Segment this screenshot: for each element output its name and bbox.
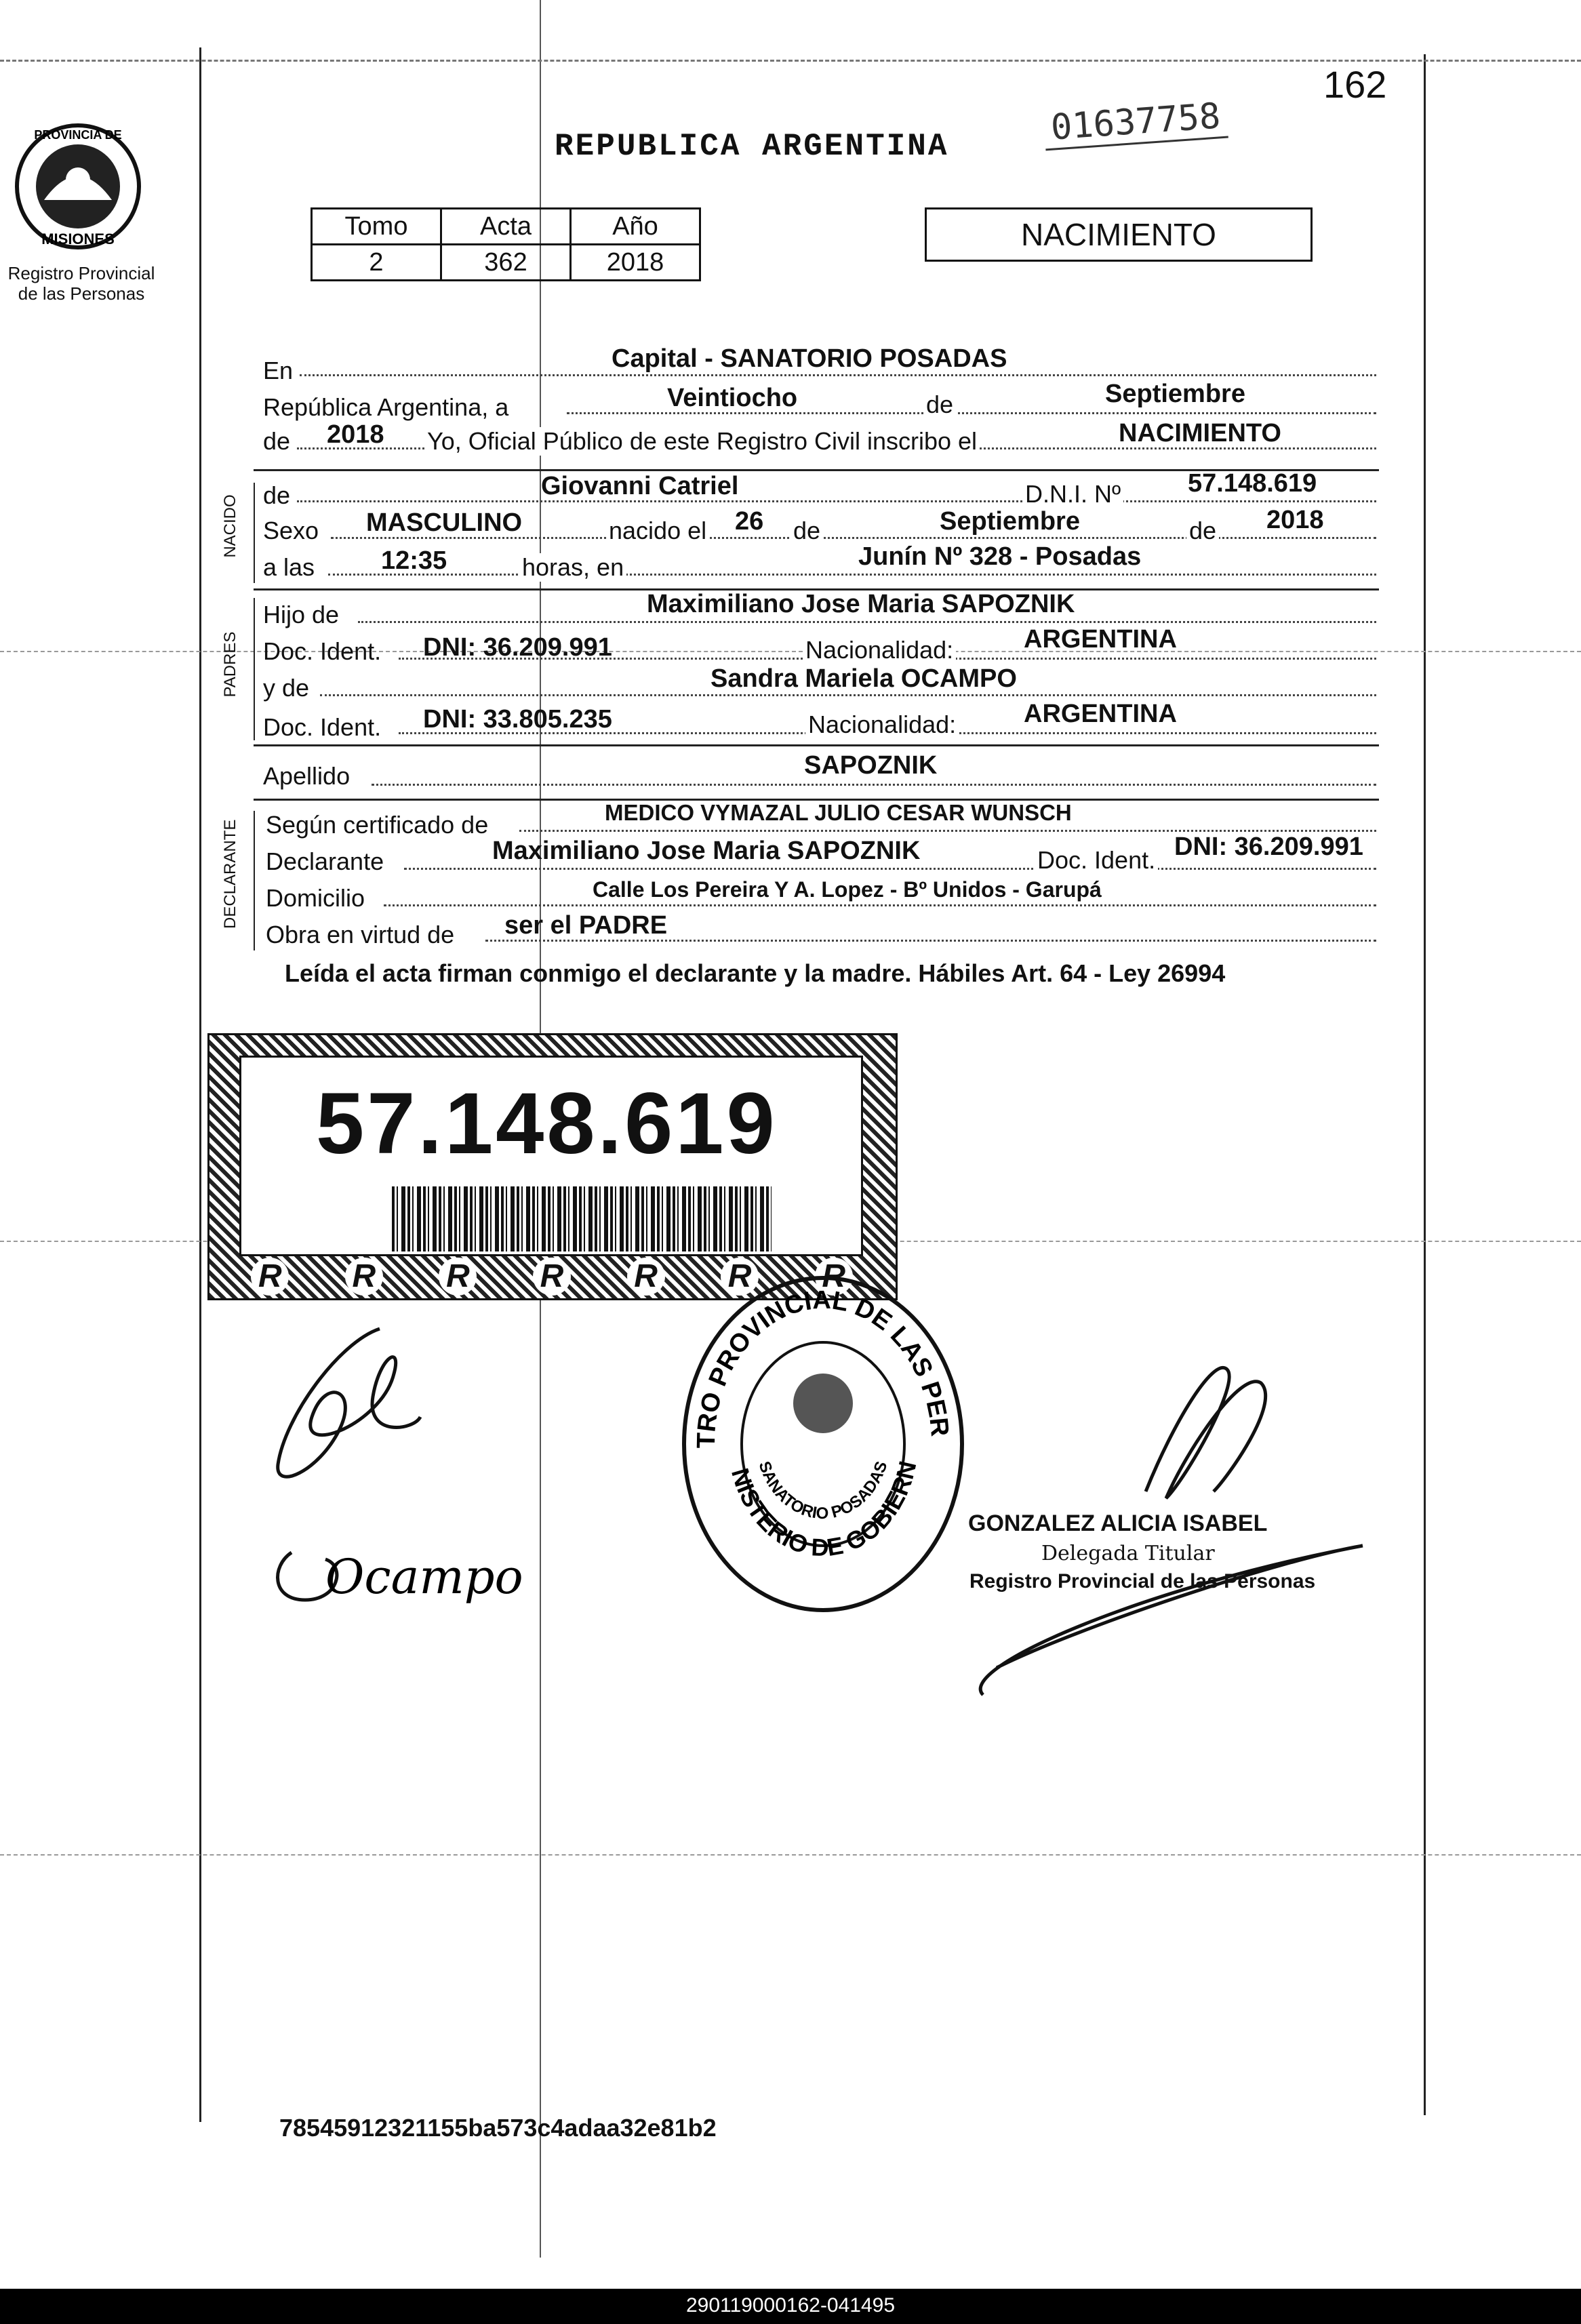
side-label-declarante: DECLARANTE [221, 819, 239, 929]
label-de3: de [1186, 517, 1219, 545]
line-apellido [372, 784, 1376, 786]
line-padre [358, 621, 1376, 623]
sticker-tile-r: R [439, 1258, 477, 1296]
top-dashes [0, 60, 1581, 62]
sticker-tile-r: R [251, 1258, 289, 1296]
agency-label: Registro Provincial de las Personas [7, 263, 155, 304]
label-republica: República Argentina, a [263, 393, 509, 421]
province-logo [7, 112, 149, 261]
official-agency: Registro Provincial de las Personas [969, 1570, 1316, 1592]
svg-text:SANATORIO POSADAS: SANATORIO POSADAS [755, 1459, 892, 1523]
mother-signature [264, 1525, 529, 1614]
anio-value: 2018 [571, 245, 700, 281]
label-y-de: y de [263, 674, 310, 702]
value-dia: Veintiocho [667, 384, 798, 412]
value-nacido-mes: Septiembre [940, 507, 1080, 536]
svg-text:MINISTERIO DE GOBIERNO: NISTERIO DE GOBIERN [725, 1458, 922, 1562]
document-hash: 78545912321155ba573c4adaa32e81b2 [279, 2114, 717, 2142]
value-padre-dni: DNI: 36.209.991 [423, 633, 612, 662]
label-de2: de [790, 517, 823, 545]
value-domicilio: Calle Los Pereira Y A. Lopez - Bº Unidos - Garupá [593, 877, 1102, 902]
value-lugar: Capital - SANATORIO POSADAS [612, 344, 1007, 373]
sticker-tile-r: R [627, 1258, 665, 1296]
rule-3 [254, 744, 1379, 746]
value-padre-nac: ARGENTINA [1024, 625, 1177, 654]
label-segun: Según certificado de [266, 811, 489, 839]
svg-text:Ocampo: Ocampo [325, 1549, 523, 1605]
official-name: GONZALEZ ALICIA ISABEL [968, 1510, 1268, 1536]
label-doc-ident: Doc. Ident. [263, 637, 382, 665]
value-nombre: Giovanni Catriel [541, 472, 739, 500]
value-apellido: SAPOZNIK [804, 751, 938, 780]
label-de-anio: de [263, 427, 291, 455]
value-anio: 2018 [327, 420, 384, 449]
official-stamp [667, 1268, 979, 1620]
label-domicilio: Domicilio [266, 884, 365, 912]
value-madre-nac: ARGENTINA [1024, 700, 1177, 728]
line-hora [328, 574, 1376, 576]
sticker-tile-r: R [721, 1258, 759, 1296]
acta-value: 362 [441, 245, 571, 281]
serial-number: 01637758 [1043, 96, 1228, 151]
side-label-padres: PADRES [221, 631, 239, 698]
label-dni: D.N.I. Nº [1022, 480, 1123, 508]
value-padre: Maximiliano Jose Maria SAPOZNIK [647, 590, 1075, 618]
value-tipo: NACIMIENTO [1119, 419, 1281, 447]
anio-header: Año [571, 209, 700, 245]
svg-text:MISIONES: MISIONES [41, 231, 115, 247]
label-nacionalidad2: Nacionalidad: [805, 710, 959, 739]
label-en: En [263, 357, 294, 384]
value-lugar-nac: Junín Nº 328 - Posadas [858, 542, 1142, 571]
acta-header: Acta [441, 209, 571, 245]
line-madre [320, 694, 1376, 696]
value-nacido-dia: 26 [735, 507, 764, 536]
value-madre-dni: DNI: 33.805.235 [423, 705, 612, 734]
label-de-mes: de [923, 390, 956, 419]
line-domicilio [384, 904, 1376, 906]
svg-text:REGISTRO PROVINCIAL DE LAS PER: TRO PROVINCIAL DE LAS PER [692, 1285, 955, 1449]
sticker-barcode [392, 1186, 772, 1251]
value-hora: 12:35 [381, 546, 447, 575]
footer-barcode-text: 290119000162-041495 [685, 2294, 896, 2317]
label-de-nombre: de [263, 481, 291, 509]
line-certificado [519, 830, 1376, 832]
line-nombre [297, 500, 1376, 502]
label-horas: horas, en [519, 553, 626, 582]
sticker-tile-r: R [533, 1258, 571, 1296]
page-number: 162 [1323, 63, 1387, 106]
label-yo-oficial: Yo, Oficial Público de este Registro Civil inscribo el [424, 427, 980, 456]
sticker-tile-r: R [815, 1258, 853, 1296]
value-dni: 57.148.619 [1188, 469, 1317, 498]
value-declarante-dni: DNI: 36.209.991 [1174, 833, 1363, 861]
mid-dashes-3 [0, 1854, 1581, 1856]
country-title: REPUBLICA ARGENTINA [555, 129, 949, 164]
label-nacionalidad: Nacionalidad: [803, 636, 956, 664]
label-doc-ident2: Doc. Ident. [263, 713, 382, 741]
page-left-border [199, 47, 201, 2122]
label-a-las: a las [263, 553, 315, 581]
svg-text:PROVINCIA DE: PROVINCIA DE [34, 128, 122, 142]
line-declarante [404, 868, 1376, 870]
tomo-value: 2 [312, 245, 441, 281]
sticker-tile-r: R [345, 1258, 383, 1296]
value-mes: Septiembre [1105, 380, 1245, 408]
tomo-header: Tomo [312, 209, 441, 245]
closing-note: Leída el acta firman conmigo el declarante y la madre. Hábiles Art. 64 - Ley 26994 [285, 959, 1226, 987]
value-nacido-anio: 2018 [1266, 506, 1324, 534]
label-obra: Obra en virtud de [266, 921, 455, 948]
doc-type-box: NACIMIENTO [925, 207, 1313, 262]
page-right-border [1424, 54, 1426, 2115]
value-certificado: MEDICO VYMAZAL JULIO CESAR WUNSCH [605, 800, 1072, 825]
label-doc-ident3: Doc. Ident. [1035, 846, 1158, 875]
label-apellido: Apellido [263, 762, 351, 790]
side-label-nacido: NACIDO [221, 494, 239, 558]
official-title: Delegada Titular [1041, 1542, 1215, 1565]
sticker-number: 57.148.619 [316, 1075, 778, 1172]
value-obra: ser el PADRE [504, 911, 668, 940]
value-madre: Sandra Mariela OCAMPO [711, 664, 1017, 693]
label-nacido: nacido el [606, 517, 709, 545]
label-sexo: Sexo [263, 517, 319, 544]
sticker-inner-panel [239, 1056, 863, 1256]
value-sexo: MASCULINO [366, 508, 523, 537]
declarant-signature [258, 1315, 434, 1519]
register-table [311, 207, 701, 281]
value-declarante: Maximiliano Jose Maria SAPOZNIK [492, 837, 921, 865]
label-declarante: Declarante [266, 847, 384, 875]
dni-sticker [207, 1033, 898, 1300]
bracket-nacido [254, 483, 255, 583]
line-en [300, 374, 1376, 376]
label-hijo-de: Hijo de [263, 601, 340, 628]
bracket-padres [254, 598, 255, 740]
bracket-declarante [254, 811, 255, 950]
